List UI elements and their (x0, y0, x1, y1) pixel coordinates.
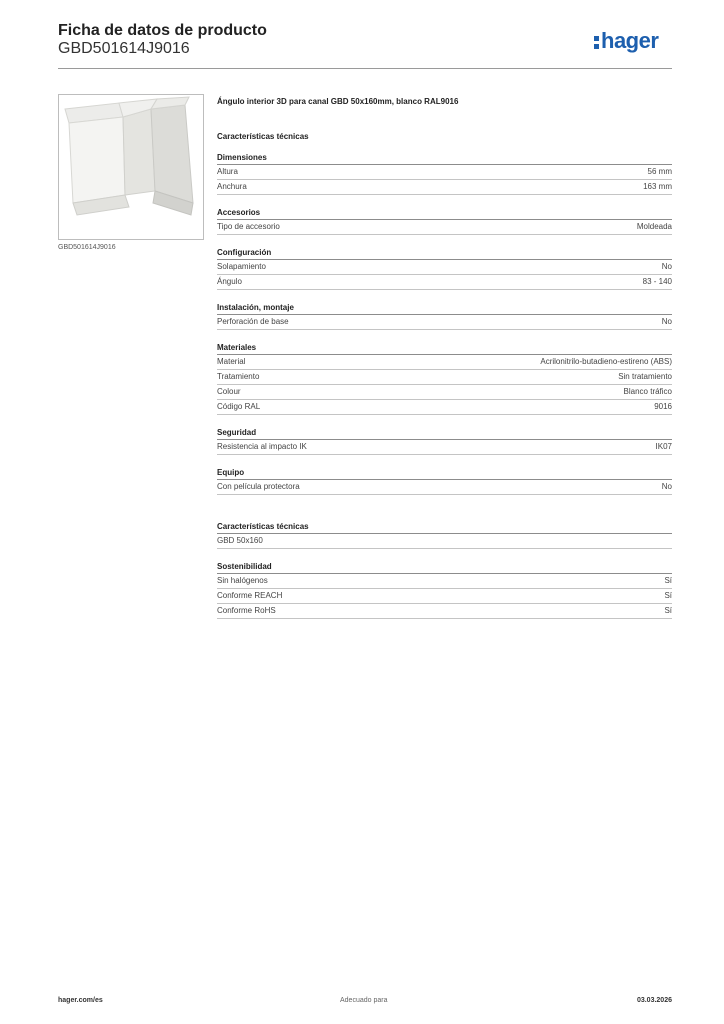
spec-label: Código RAL (217, 402, 261, 411)
group-title: Sostenibilidad (217, 561, 672, 574)
group-title: Accesorios (217, 207, 672, 220)
spec-value: Blanco tráfico (623, 387, 672, 396)
spec-row (217, 604, 672, 619)
spec-value: Sí (664, 606, 672, 615)
spec-row (217, 165, 672, 180)
spec-row (217, 180, 672, 195)
spec-value: 163 mm (643, 182, 672, 191)
spec-row (217, 220, 672, 235)
spec-label: Colour (217, 387, 241, 396)
spec-label: Conforme REACH (217, 591, 283, 600)
spec-value: No (661, 262, 672, 271)
group-title: Características técnicas (217, 521, 672, 534)
spec-value: No (661, 317, 672, 326)
group-title: Configuración (217, 247, 672, 260)
image-caption: GBD501614J9016 (58, 244, 116, 251)
spec-value: 56 mm (647, 167, 672, 176)
spec-row (217, 355, 672, 370)
logo-dots-icon (594, 33, 599, 52)
spec-row (217, 574, 672, 589)
spec-label: Con película protectora (217, 482, 300, 491)
product-image (58, 94, 204, 240)
hager-logo (594, 28, 658, 54)
spec-value: Sí (664, 576, 672, 585)
spec-row (217, 385, 672, 400)
footer-note: Adecuado para (340, 997, 388, 1004)
spec-row (217, 260, 672, 275)
spec-label: Resistencia al impacto IK (217, 442, 307, 451)
spec-value: Acrilonitrilo-butadieno-estireno (ABS) (540, 357, 672, 366)
spec-content (217, 96, 672, 619)
product-name: Ángulo interior 3D para canal GBD 50x160mm, blanco RAL9016 (217, 97, 459, 106)
spec-label: Altura (217, 167, 238, 176)
spec-row (217, 440, 672, 455)
spec-value: Sin tratamiento (618, 372, 672, 381)
spec-label: Sin halógenos (217, 576, 268, 585)
spec-label: Ángulo (217, 277, 242, 286)
logo-text: hager (601, 28, 659, 53)
group-title: Equipo (217, 467, 672, 480)
spec-label: Tipo de accesorio (217, 222, 280, 231)
spec-row (217, 480, 672, 495)
footer-date: 03.03.2026 (636, 997, 672, 1004)
spec-row (217, 275, 672, 290)
group-title: Instalación, montaje (217, 302, 672, 315)
spec-label: Conforme RoHS (217, 606, 276, 615)
spec-row (217, 315, 672, 330)
spec-label: GBD 50x160 (217, 536, 263, 545)
product-code: GBD501614J9016 (58, 40, 190, 57)
website-link[interactable]: hager.com/es (58, 997, 103, 1004)
spec-label: Anchura (217, 182, 247, 191)
corner-piece-illustration-icon (59, 95, 203, 239)
spec-value: Moldeada (636, 222, 672, 231)
header-divider (58, 68, 672, 69)
spec-row (217, 370, 672, 385)
spec-value: No (661, 482, 672, 491)
spec-row (217, 400, 672, 415)
group-title: Materiales (217, 342, 672, 355)
spec-value: 83 - 140 (642, 277, 672, 286)
spec-value: Sí (664, 591, 672, 600)
spec-value: 9016 (654, 402, 672, 411)
spec-label: Material (217, 357, 246, 366)
spec-label: Solapamiento (217, 262, 266, 271)
spec-value: IK07 (655, 442, 672, 451)
group-title: Seguridad (217, 427, 672, 440)
spec-label: Tratamiento (217, 372, 260, 381)
section-heading: Características técnicas (217, 132, 309, 141)
group-title: Dimensiones (217, 152, 672, 165)
spec-row (217, 589, 672, 604)
page-title: Ficha de datos de producto (58, 22, 267, 39)
spec-row (217, 534, 672, 549)
spec-label: Perforación de base (217, 317, 289, 326)
